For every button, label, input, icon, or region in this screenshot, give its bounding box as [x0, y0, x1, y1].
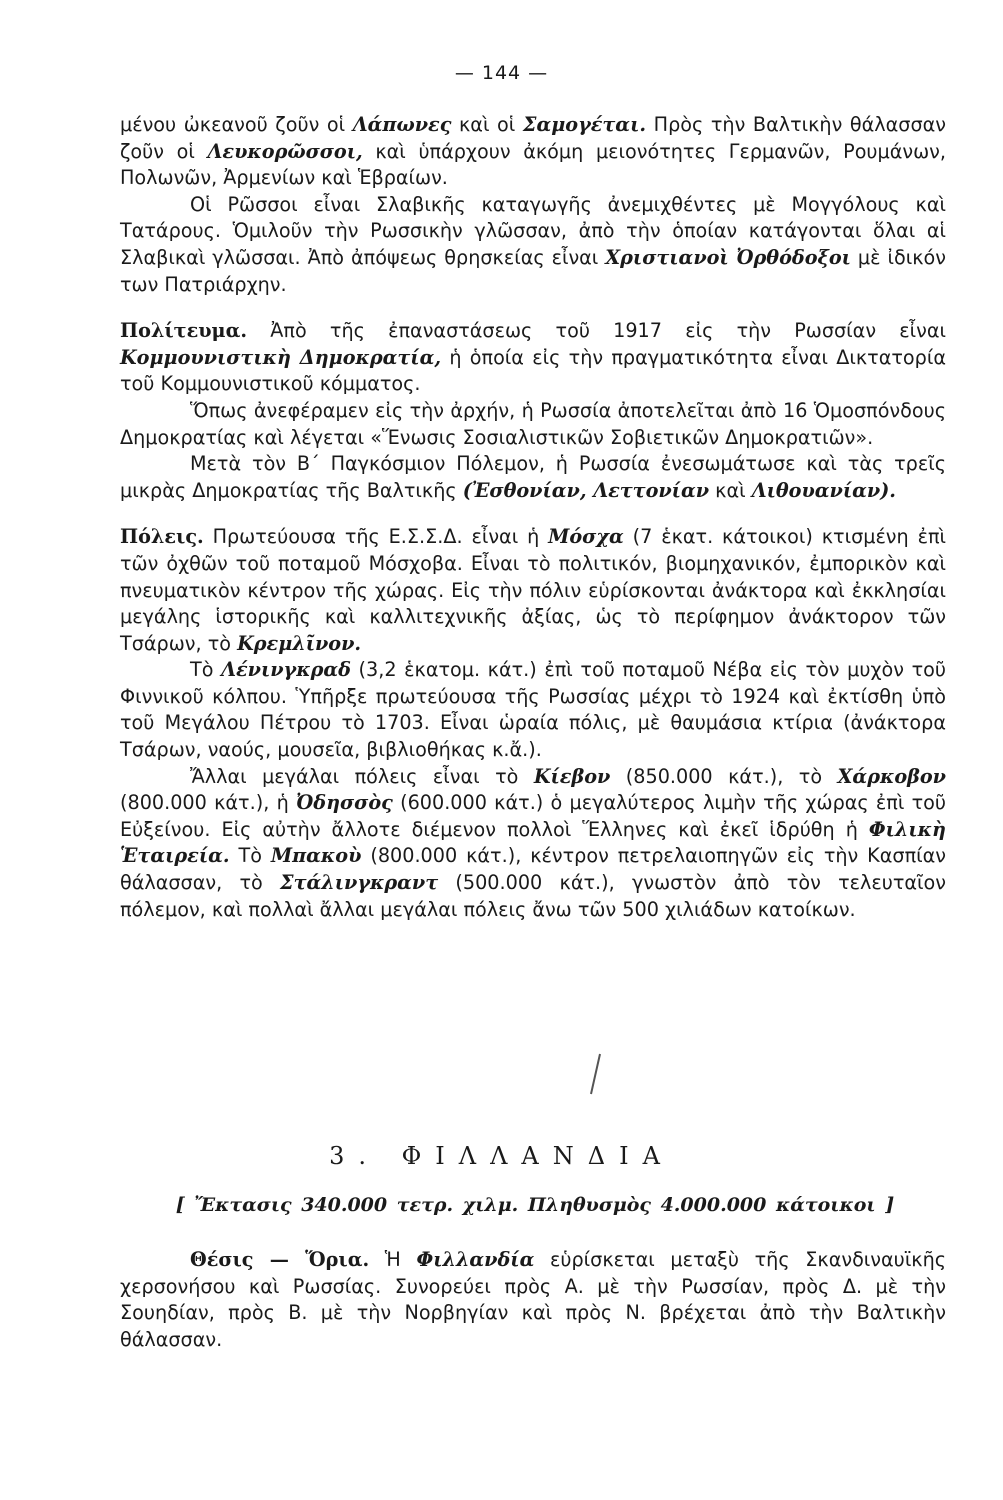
- text-run: καὶ ὑπάρχουν ἀκόμη μειονότητες Γερμανῶν, Ρουμάνων, Πολωνῶν, Ἀρμενίων καὶ Ἑβραίων.: [120, 139, 946, 190]
- emphasis-term: Λευκορῶσσοι,: [207, 139, 363, 163]
- emphasis-term: Σαμογέται.: [522, 113, 647, 136]
- russia-section: [120, 112, 946, 923]
- paragraph-origins: [120, 192, 946, 298]
- emphasis-term: Λιθουανίαν).: [751, 478, 896, 502]
- text-run: (600.000 κάτ.) ὁ μεγαλύτερος λιμὴν τῆς χώρας ἐπὶ τοῦ Εὐξείνου. Εἰς αὐτὴν ἄλλοτε διέμενον πολλοὶ Ἕλληνες καὶ ἐκεῖ ἱδρύθη ἡ: [120, 791, 947, 841]
- chapter-title: 3. ΦΙΛΛΑΝΔΙΑ: [329, 1142, 674, 1170]
- text-run: (800.000 κάτ.), ἡ: [120, 791, 296, 815]
- chapter-stats: [ Ἔκτασις 340.000 τετρ. χιλμ. Πληθυσμὸς 4.000.000 κάτοικοι ]: [175, 1194, 895, 1216]
- section-heading: Πόλεις.: [120, 525, 204, 549]
- text-run: (850.000 κάτ.), τὸ: [610, 764, 838, 788]
- paragraph-peoples: [120, 112, 946, 192]
- emphasis-term: Λάπωνες: [352, 113, 452, 136]
- text-run: (3,2 ἑκατομ. κάτ.) ἐπὶ τοῦ ποταμοῦ Νέβα εἰς τὸν μυχὸν τοῦ Φιννικοῦ κόλπου. Ὑπῆρξε πρωτεύουσα τῆς Ρωσσίας μέχρι τὸ 1924 καὶ ἐκτίσθη ὑπὸ τοῦ Μεγάλου Πέτρου τὸ 1703. Εἶναι ὡραία πόλις, μὲ θαυμάσια κτίρια (ἀνάκτορα Τσάρων, ναούς, μουσεῖα, βιβλιοθήκας κ.ἄ.).: [120, 658, 946, 762]
- text-run: ἡ ὁποία εἰς τὴν πραγματικότητα εἶναι Δικτατορία τοῦ Κομμουνιστικοῦ κόμματος.: [120, 345, 946, 396]
- paragraph-other-cities: [120, 764, 946, 924]
- emphasis-term: Λένινγκραδ: [221, 658, 351, 682]
- text-run: (800.000 κάτ.), κέντρον πετρελαιοπηγῶν εἰς τὴν Κασπίαν θάλασσαν, τὸ: [120, 844, 946, 895]
- emphasis-term: Μόσχα: [548, 525, 624, 549]
- paragraph-republics: [120, 398, 946, 451]
- text-run: Ἡ: [369, 1248, 417, 1271]
- text-run: Πρὸς τὴν Βαλτικὴν θάλασσαν ζοῦν οἱ: [120, 113, 946, 163]
- emphasis-term: Κομμουνιστικὴ Δημοκρατία,: [120, 345, 442, 369]
- paragraph-cities: [120, 524, 946, 657]
- emphasis-term: Μπακοὺ: [270, 844, 362, 868]
- text-run: εὑρίσκεται μεταξὺ τῆς Σκανδιναυϊκῆς χερσονήσου καὶ Ρωσσίας. Συνορεύει πρὸς Α. μὲ τὴν Ρωσσίαν, πρὸς Δ. μὲ τὴν Σουηδίαν, πρὸς Β. μὲ τὴν Νορβηγίαν καὶ πρὸς Ν. βρέχεται ἀπὸ τὴν Βαλτικὴν θάλασσαν.: [120, 1248, 946, 1351]
- emphasis-term: Κρεμλῖνον.: [237, 631, 362, 655]
- section-heading: Πολίτευμα.: [120, 319, 248, 343]
- text-run: Ὅπως ἀνεφέραμεν εἰς τὴν ἀρχήν, ἡ Ρωσσία ἀποτελεῖται ἀπὸ 16 Ὁμοσπόνδους Δημοκρατίας καὶ λέγεται «Ἕνωσις Σοσιαλιστικῶν Σοβιετικῶν Δημοκρατιῶν».: [120, 398, 946, 449]
- emphasis-term: Ὀδησσὸς: [296, 791, 393, 815]
- text-run: (500.000 κάτ.), γνωστὸν ἀπὸ τὸν τελευταῖον πόλεμον, καὶ πολλαὶ ἄλλαι μεγάλαι πόλεις ἄνω τῶν 500 χιλιάδων κατοίκων.: [120, 871, 946, 921]
- emphasis-term: Φιλικὴ Ἑταιρεία.: [120, 817, 946, 868]
- section-heading: Θέσις — Ὅρια.: [190, 1248, 370, 1271]
- emphasis-term: Χριστιανοὶ Ὀρθόδοξοι: [605, 245, 851, 269]
- text-run: καὶ οἱ: [451, 113, 523, 136]
- emphasis-term: Φιλλανδία: [416, 1248, 535, 1271]
- emphasis-term: Κίεβον: [533, 764, 611, 788]
- text-run: Μετὰ τὸν Β΄ Παγκόσμιον Πόλεμον, ἡ Ρωσσία ἐνεσωμάτωσε καὶ τὰς τρεῖς μικρὰς Δημοκρατίας τῆς Βαλτικῆς: [120, 452, 946, 502]
- paragraph-position: [120, 1247, 946, 1353]
- text-run: Ἄλλαι μεγάλαι πόλεις εἶναι τὸ: [190, 764, 534, 788]
- text-run: μένου ὠκεανοῦ ζοῦν οἱ: [120, 113, 353, 136]
- page-number: — 144 —: [454, 62, 549, 84]
- emphasis-term: Χάρκοβον: [837, 764, 946, 788]
- text-run: Τὸ: [190, 658, 222, 682]
- pencil-mark-icon: [588, 1052, 602, 1096]
- paragraph-baltic: [120, 451, 946, 504]
- text-run: Ἀπὸ τῆς ἐπαναστάσεως τοῦ 1917 εἰς τὴν Ρωσσίαν εἶναι: [247, 319, 946, 343]
- finland-section: [120, 1247, 946, 1353]
- text-run: Τὸ: [229, 844, 271, 868]
- paragraph-leningrad: [120, 657, 946, 763]
- text-run: Πρωτεύουσα τῆς Ε.Σ.Σ.Δ. εἶναι ἡ: [203, 525, 549, 549]
- emphasis-term: (Ἐσθονίαν, Λεττονίαν: [462, 478, 710, 502]
- paragraph-government: [120, 318, 946, 398]
- text-run: (7 ἑκατ. κάτοικοι) κτισμένη ἐπὶ τῶν ὀχθῶν τοῦ ποταμοῦ Μόσχοβα. Εἶναι τὸ πολιτικόν, βιομηχανικόν, ἐμπορικὸν καὶ πνευματικὸν κέντρον τῆς χώρας. Εἰς τὴν πόλιν εὑρίσκονται ἀνάκτορα καὶ ἐκκλησίαι μεγάλης ἱστορικῆς καὶ καλλιτεχνικῆς ἀξίας, ὡς τὸ περίφημον ἀνάκτορον τῶν Τσάρων, τὸ: [120, 525, 946, 655]
- text-run: Οἱ Ρῶσσοι εἶναι Σλαβικῆς καταγωγῆς ἀνεμιχθέντες μὲ Μογγόλους καὶ Τατάρους. Ὁμιλοῦν τὴν Ρωσσικὴν γλῶσσαν, ἀπὸ τὴν ὁποίαν κατάγονται ὅλαι αἱ Σλαβικαὶ γλῶσσαι. Ἀπὸ ἀπόψεως θρησκείας εἶναι: [120, 192, 946, 269]
- text-run: μὲ ἰδικόν των Πατριάρχην.: [120, 245, 946, 296]
- text-run: καὶ: [709, 478, 752, 502]
- emphasis-term: Στάλινγκραντ: [280, 871, 439, 895]
